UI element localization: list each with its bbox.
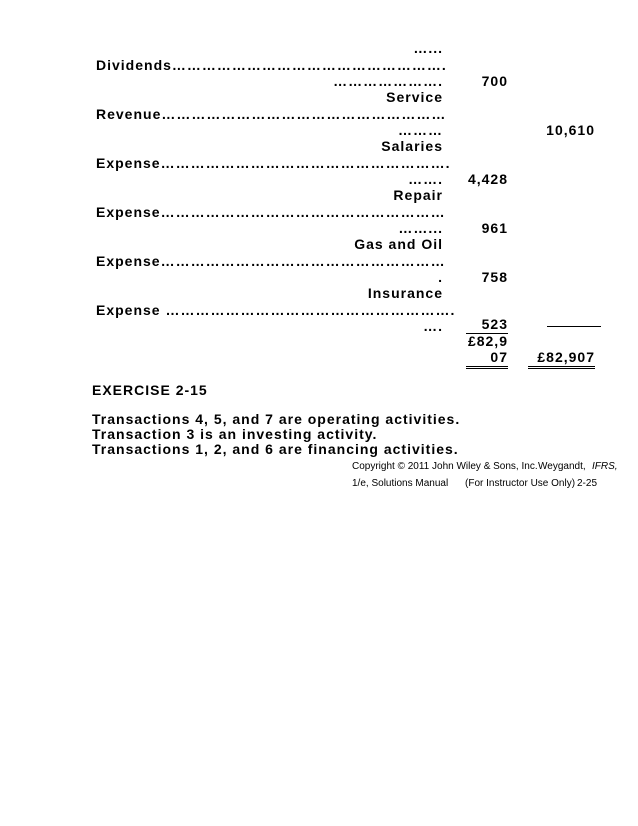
repair-expense-dots: ……...: [398, 220, 443, 236]
service-revenue-label: Revenue…………………………………………………: [96, 106, 447, 122]
footer-notice: (For Instructor Use Only): [465, 478, 576, 489]
exercise-line-2: Transaction 3 is an investing activity.: [92, 426, 378, 442]
gas-oil-expense-label: Expense…………………………………………………: [96, 253, 446, 269]
dividends-dots: ………………….: [333, 73, 443, 89]
credit-total-rule: [547, 326, 601, 327]
repair-expense-debit: 961: [481, 220, 508, 236]
gas-oil-expense-debit: 758: [481, 269, 508, 285]
repair-expense-label: Expense…………………………………………………: [96, 204, 446, 220]
salaries-expense-debit: 4,428: [467, 171, 508, 187]
debit-total-line2: 07: [466, 349, 508, 369]
insurance-expense-label-top: Insurance: [367, 285, 443, 301]
service-revenue-dots: ………: [398, 122, 443, 138]
salaries-expense-label: Expense………………………………………………….: [96, 155, 451, 171]
salaries-expense-dots: …….: [408, 171, 443, 187]
credit-total: £82,907: [528, 349, 595, 369]
exercise-title: EXERCISE 2-15: [92, 382, 208, 398]
insurance-expense-dots: ….: [423, 318, 443, 334]
debit-total-line1: £82,9: [467, 333, 508, 349]
insurance-expense-label: Expense ………………………………………………….: [96, 302, 456, 318]
dividends-label: Dividends……………………………………………….: [96, 57, 447, 73]
footer-page-number: 2-25: [577, 478, 598, 489]
exercise-line-1: Transactions 4, 5, and 7 are operating activities.: [92, 411, 461, 427]
footer-copyright: Copyright © 2011 John Wiley & Sons, Inc.: [352, 461, 538, 472]
footer-edition: 1/e, Solutions Manual: [352, 478, 449, 489]
footer-book: IFRS,: [592, 461, 618, 472]
salaries-expense-label-top: Salaries: [381, 138, 443, 154]
service-revenue-label-top: Service: [386, 89, 443, 105]
insurance-expense-debit: 523: [466, 316, 508, 334]
exercise-line-3: Transactions 1, 2, and 6 are financing activities.: [92, 441, 459, 457]
service-revenue-credit: 10,610: [546, 122, 595, 138]
footer-author: Weygandt,: [538, 461, 586, 472]
gas-oil-expense-dots: .: [438, 269, 443, 285]
repair-expense-label-top: Repair: [393, 187, 443, 203]
dividends-debit: 700: [481, 73, 508, 89]
gas-oil-expense-label-top: Gas and Oil: [354, 236, 443, 252]
dividends-dots-top: …...: [413, 40, 443, 56]
